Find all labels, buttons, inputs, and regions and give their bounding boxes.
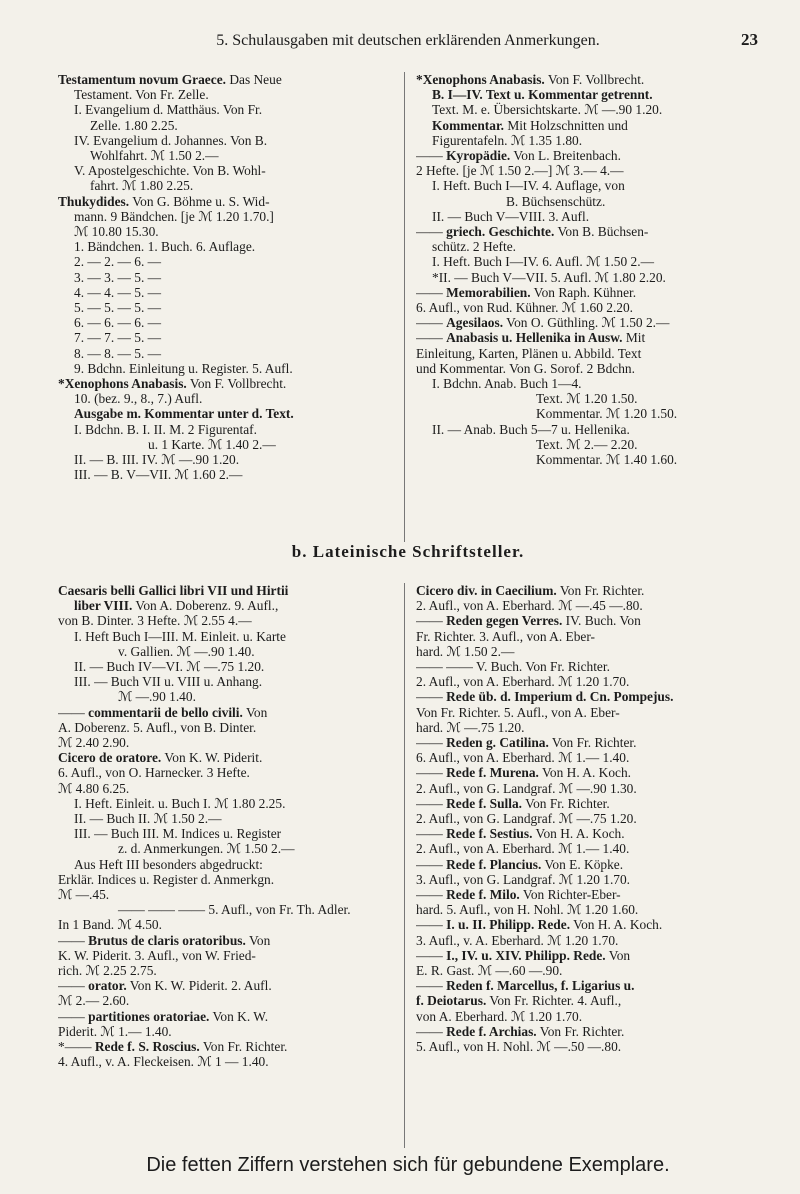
- catalog-line: 8. — 8. — 5. —: [74, 345, 162, 361]
- catalog-line: —— commentarii de bello civili. Von: [58, 704, 268, 720]
- page-header: [58, 28, 758, 58]
- catalog-line: 3. — 3. — 5. —: [74, 269, 162, 285]
- catalog-line: Text. M. e. Übersichtskarte. ℳ —.90 1.20.: [432, 102, 663, 118]
- catalog-line: —— griech. Geschichte. Von B. Büchsen-: [416, 224, 649, 240]
- catalog-line: —— Reden gegen Verres. IV. Buch. Von: [416, 613, 641, 629]
- bold-title: Rede f. Sulla.: [446, 795, 523, 811]
- catalog-line: hard. ℳ —.75 1.20.: [416, 719, 525, 735]
- catalog-line: V. Apostelgeschichte. Von B. Wohl-: [74, 163, 266, 179]
- catalog-line: 2. Aufl., von A. Eberhard. ℳ —.45 —.80.: [416, 598, 643, 614]
- page-title: 5. Schulausgaben mit deutschen erklärenden Anmerkungen.: [216, 32, 600, 49]
- column-divider: [404, 583, 405, 1148]
- bold-title: Cicero de oratore.: [58, 750, 162, 766]
- bold-title: Anabasis u. Hellenika in Ausw.: [446, 330, 623, 346]
- bold-title: griech. Geschichte.: [446, 224, 555, 240]
- bold-title: Rede f. Sestius.: [446, 826, 533, 842]
- catalog-line: Kommentar. Mit Holzschnitten und: [432, 117, 628, 133]
- bold-title: Kyropädie.: [446, 148, 511, 164]
- catalog-line: von A. Eberhard. ℳ 1.20 1.70.: [416, 1008, 583, 1024]
- catalog-line: *Xenophons Anabasis. Von F. Vollbrecht.: [58, 376, 287, 392]
- bold-title: Reden g. Catilina.: [446, 735, 549, 751]
- catalog-line: mann. 9 Bändchen. [je ℳ 1.20 1.70.]: [74, 208, 274, 224]
- catalog-line: Cicero div. in Caecilium. Von Fr. Richter.: [416, 583, 645, 598]
- bold-title: Brutus de claris oratoribus.: [88, 932, 246, 948]
- catalog-line: —— Kyropädie. Von L. Breitenbach.: [416, 148, 621, 164]
- catalog-line: 6. — 6. — 6. —: [74, 315, 162, 331]
- catalog-line: 7. — 7. — 5. —: [74, 330, 162, 346]
- catalog-line: von B. Dinter. 3 Hefte. ℳ 2.55 4.—: [58, 613, 252, 629]
- catalog-line: [416, 87, 754, 102]
- bold-title: Testamentum novum Graece.: [58, 72, 226, 87]
- section-heading-latin: b. Lateinische Schriftsteller.: [291, 542, 525, 561]
- bold-title: f. Deiotarus.: [416, 993, 487, 1009]
- catalog-line: *—— Rede f. S. Roscius. Von Fr. Richter.: [58, 1039, 288, 1055]
- catalog-line: II. — Buch IV—VI. ℳ —.75 1.20.: [74, 659, 265, 675]
- bold-title: partitiones oratoriae.: [88, 1008, 210, 1024]
- catalog-line: II. — Anab. Buch 5—7 u. Hellenika.: [432, 421, 630, 437]
- catalog-line: schütz. 2 Hefte.: [432, 239, 517, 255]
- catalog-line: u. 1 Karte. ℳ 1.40 2.—: [148, 436, 276, 452]
- catalog-line: —— Rede f. Milo. Von Richter-Eber-: [416, 887, 621, 903]
- bold-title: *Xenophons Anabasis.: [416, 72, 545, 87]
- catalog-line: III. — Buch III. M. Indices u. Register: [74, 826, 282, 842]
- catalog-line: Zelle. 1.80 2.25.: [90, 117, 178, 133]
- bold-title: I., IV. u. XIV. Philipp. Rede.: [446, 947, 606, 963]
- greek-left-column: [58, 72, 396, 482]
- catalog-line: Thukydides. Von G. Böhme u. S. Wid-: [58, 193, 270, 209]
- catalog-line: 9. Bdchn. Einleitung u. Register. 5. Aufl.: [74, 360, 293, 376]
- catalog-line: Testamentum novum Graece. Das Neue: [58, 72, 282, 87]
- catalog-line: —— Rede f. Plancius. Von E. Köpke.: [416, 856, 624, 872]
- bold-title: Memorabilien.: [446, 284, 531, 300]
- catalog-line: 5. — 5. — 5. —: [74, 300, 162, 316]
- catalog-line: *II. — Buch V—VII. 5. Aufl. ℳ 1.80 2.20.: [432, 269, 666, 285]
- bold-title: Reden f. Marcellus, f. Ligarius u.: [446, 978, 635, 994]
- catalog-line: ℳ —.90 1.40.: [118, 689, 196, 705]
- catalog-line: —— Rede f. Sulla. Von Fr. Richter.: [416, 795, 610, 811]
- catalog-line: II. — Buch V—VIII. 3. Aufl.: [432, 208, 590, 224]
- catalog-line: Von Fr. Richter. 5. Aufl., von A. Eber-: [416, 704, 620, 720]
- catalog-line: liber VIII. Von A. Doberenz. 9. Aufl.,: [74, 598, 279, 614]
- bold-title: Rede f. Milo.: [446, 887, 520, 903]
- catalog-line: f. Deiotarus. Von Fr. Richter. 4. Aufl.,: [416, 993, 622, 1009]
- bold-title: Thukydides.: [58, 193, 130, 209]
- catalog-line: III. — Buch VII u. VIII u. Anhang.: [74, 674, 263, 690]
- greek-right-column: [416, 72, 754, 467]
- catalog-line: —— Rede f. Sestius. Von H. A. Koch.: [416, 826, 625, 842]
- catalog-line: —— Reden f. Marcellus, f. Ligarius u.: [416, 978, 635, 994]
- catalog-line: I. Heft Buch I—III. M. Einleit. u. Karte: [74, 628, 286, 644]
- catalog-line: I. Evangelium d. Matthäus. Von Fr.: [74, 102, 263, 118]
- catalog-line: ℳ 2.— 2.60.: [58, 993, 130, 1009]
- bold-title: orator.: [88, 978, 127, 994]
- catalog-line: Fr. Richter. 3. Aufl., von A. Eber-: [416, 628, 595, 644]
- bold-title: Reden gegen Verres.: [446, 613, 563, 629]
- page-number: 23: [741, 30, 758, 49]
- catalog-line: 4. — 4. — 5. —: [74, 284, 162, 300]
- catalog-line: E. R. Gast. ℳ —.60 —.90.: [416, 963, 563, 979]
- catalog-line: —— Reden g. Catilina. Von Fr. Richter.: [416, 735, 637, 751]
- bold-title: Ausgabe m. Kommentar unter d. Text.: [74, 406, 294, 422]
- catalog-line: —— Agesilaos. Von O. Güthling. ℳ 1.50 2.—: [416, 315, 670, 331]
- catalog-line: und Kommentar. Von G. Sorof. 2 Bdchn.: [416, 360, 635, 376]
- footer-note: Die fetten Ziffern verstehen sich für gebundene Exemplare.: [146, 1154, 670, 1176]
- catalog-line: z. d. Anmerkungen. ℳ 1.50 2.—: [118, 841, 295, 857]
- catalog-line: Kommentar. ℳ 1.20 1.50.: [536, 406, 678, 422]
- catalog-line: 2. — 2. — 6. —: [74, 254, 162, 270]
- catalog-line: 4. Aufl., v. A. Fleckeisen. ℳ 1 — 1.40.: [58, 1054, 269, 1070]
- catalog-line: II. — B. III. IV. ℳ —.90 1.20.: [74, 452, 240, 468]
- catalog-line: A. Doberenz. 5. Aufl., von B. Dinter.: [58, 719, 257, 735]
- catalog-line: Cicero de oratore. Von K. W. Piderit.: [58, 750, 263, 766]
- catalog-line: 2. Aufl., von G. Landgraf. ℳ —.90 1.30.: [416, 780, 637, 796]
- bold-title: Rede f. Murena.: [446, 765, 539, 781]
- catalog-line: Einleitung, Karten, Plänen u. Abbild. Text: [416, 345, 642, 361]
- bold-title: Rede f. S. Roscius.: [94, 1039, 200, 1055]
- bold-title: I. u. II. Philipp. Rede.: [446, 917, 571, 933]
- bold-title: *Xenophons Anabasis.: [58, 376, 187, 392]
- bold-title: Agesilaos.: [446, 315, 504, 331]
- catalog-line: [58, 406, 396, 421]
- catalog-line: 5. Aufl., von H. Nohl. ℳ —.50 —.80.: [416, 1039, 622, 1055]
- catalog-line: 3. Aufl., von G. Landgraf. ℳ 1.20 1.70.: [416, 871, 631, 887]
- catalog-line: —— orator. Von K. W. Piderit. 2. Aufl.: [58, 978, 272, 994]
- catalog-line: —— —— —— 5. Aufl., von Fr. Th. Adler.: [118, 902, 351, 918]
- catalog-line: II. — Buch II. ℳ 1.50 2.—: [74, 811, 222, 827]
- catalog-line: hard. 5. Aufl., von H. Nohl. ℳ 1.20 1.60.: [416, 902, 639, 918]
- catalog-line: 3. Aufl., v. A. Eberhard. ℳ 1.20 1.70.: [416, 932, 619, 948]
- bold-title: B. I—IV. Text u. Kommentar getrennt.: [432, 87, 653, 103]
- catalog-line: I. Bdchn. B. I. II. M. 2 Figurentaf.: [74, 421, 257, 437]
- catalog-line: 10. (bez. 9., 8., 7.) Aufl.: [74, 391, 203, 407]
- catalog-line: 2. Aufl., von A. Eberhard. ℳ 1.20 1.70.: [416, 674, 630, 690]
- catalog-line: B. Büchsenschütz.: [506, 193, 606, 209]
- bold-title: liber VIII.: [74, 598, 133, 614]
- bold-title: commentarii de bello civili.: [88, 704, 243, 720]
- section-greek: [58, 72, 758, 542]
- catalog-line: ℳ 4.80 6.25.: [58, 780, 130, 796]
- catalog-line: Erklär. Indices u. Register d. Anmerkgn.: [58, 871, 275, 887]
- catalog-line: 2 Hefte. [je ℳ 1.50 2.—] ℳ 3.— 4.—: [416, 163, 624, 179]
- catalog-line: [58, 583, 396, 598]
- bold-title: Caesaris belli Gallici libri VII und Hirtii: [58, 583, 289, 598]
- catalog-line: —— —— V. Buch. Von Fr. Richter.: [416, 659, 610, 675]
- section-latin: [58, 583, 758, 1148]
- catalog-line: ℳ 2.40 2.90.: [58, 735, 130, 751]
- catalog-line: —— Memorabilien. Von Raph. Kühner.: [416, 284, 637, 300]
- catalog-line: —— I. u. II. Philipp. Rede. Von H. A. Koch.: [416, 917, 663, 933]
- catalog-line: —— I., IV. u. XIV. Philipp. Rede. Von: [416, 947, 631, 963]
- catalog-line: 2. Aufl., von G. Landgraf. ℳ —.75 1.20.: [416, 811, 637, 827]
- catalog-line: Testament. Von Fr. Zelle.: [74, 87, 209, 103]
- catalog-line: In 1 Band. ℳ 4.50.: [58, 917, 162, 933]
- bold-title: Cicero div. in Caecilium.: [416, 583, 557, 598]
- bold-title: Rede f. Plancius.: [446, 856, 542, 872]
- catalog-line: I. Heft. Buch I—IV. 4. Auflage, von: [432, 178, 625, 194]
- catalog-line: 1. Bändchen. 1. Buch. 6. Auflage.: [74, 239, 256, 255]
- catalog-line: 6. Aufl., von O. Harnecker. 3 Hefte.: [58, 765, 250, 781]
- catalog-line: ℳ —.45.: [58, 887, 110, 903]
- catalog-line: Wohlfahrt. ℳ 1.50 2.—: [90, 148, 219, 164]
- catalog-line: —— Rede f. Murena. Von H. A. Koch.: [416, 765, 632, 781]
- catalog-line: III. — B. V—VII. ℳ 1.60 2.—: [74, 467, 243, 483]
- catalog-line: Text. ℳ 1.20 1.50.: [536, 391, 638, 407]
- catalog-line: —— Brutus de claris oratoribus. Von: [58, 932, 271, 948]
- catalog-line: hard. ℳ 1.50 2.—: [416, 643, 515, 659]
- catalog-line: I. Heft. Buch I—IV. 6. Aufl. ℳ 1.50 2.—: [432, 254, 654, 270]
- catalog-line: 6. Aufl., von A. Eberhard. ℳ 1.— 1.40.: [416, 750, 630, 766]
- bold-title: Kommentar.: [432, 117, 505, 133]
- catalog-line: ℳ 10.80 15.30.: [74, 224, 159, 240]
- catalog-line: —— Rede f. Archias. Von Fr. Richter.: [416, 1023, 625, 1039]
- catalog-line: rich. ℳ 2.25 2.75.: [58, 963, 157, 979]
- catalog-line: IV. Evangelium d. Johannes. Von B.: [74, 132, 268, 148]
- catalog-line: Text. ℳ 2.— 2.20.: [536, 436, 638, 452]
- catalog-page: [58, 28, 758, 1176]
- catalog-line: fahrt. ℳ 1.80 2.25.: [90, 178, 194, 194]
- catalog-line: I. Heft. Einleit. u. Buch I. ℳ 1.80 2.25.: [74, 795, 286, 811]
- catalog-line: Aus Heft III besonders abgedruckt:: [74, 856, 263, 872]
- bold-title: Rede üb. d. Imperium d. Cn. Pompejus.: [446, 689, 674, 705]
- catalog-line: Kommentar. ℳ 1.40 1.60.: [536, 452, 678, 468]
- bold-title: Rede f. Archias.: [446, 1023, 537, 1039]
- catalog-line: Figurentafeln. ℳ 1.35 1.80.: [432, 132, 583, 148]
- catalog-line: K. W. Piderit. 3. Aufl., von W. Fried-: [58, 947, 256, 963]
- catalog-line: 2. Aufl., von A. Eberhard. ℳ 1.— 1.40.: [416, 841, 630, 857]
- catalog-line: 6. Aufl., von Rud. Kühner. ℳ 1.60 2.20.: [416, 300, 634, 316]
- catalog-line: —— partitiones oratoriae. Von K. W.: [58, 1008, 269, 1024]
- catalog-line: I. Bdchn. Anab. Buch 1—4.: [432, 376, 582, 392]
- catalog-line: Piderit. ℳ 1.— 1.40.: [58, 1023, 172, 1039]
- catalog-line: —— Rede üb. d. Imperium d. Cn. Pompejus.: [416, 689, 674, 705]
- catalog-line: —— Anabasis u. Hellenika in Ausw. Mit: [416, 330, 646, 346]
- latin-right-column: [416, 583, 754, 1054]
- catalog-line: *Xenophons Anabasis. Von F. Vollbrecht.: [416, 72, 645, 87]
- column-divider: [404, 72, 405, 542]
- latin-left-column: [58, 583, 396, 1070]
- catalog-line: v. Gallien. ℳ —.90 1.40.: [118, 643, 255, 659]
